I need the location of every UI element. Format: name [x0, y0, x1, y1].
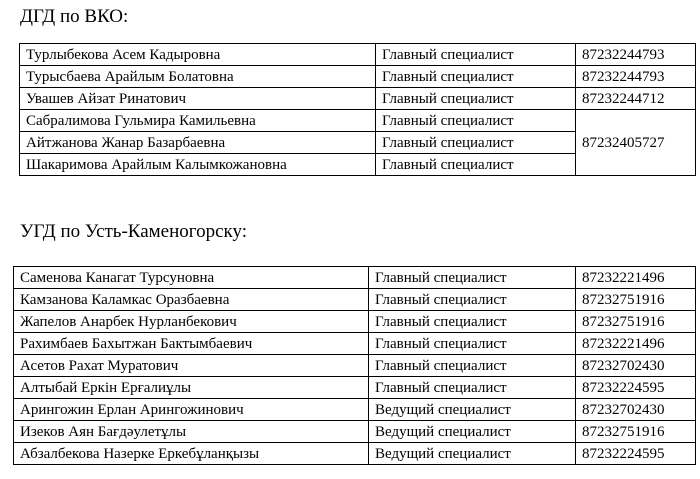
employee-position: Главный специалист	[376, 44, 576, 66]
employee-position: Главный специалист	[369, 289, 576, 311]
employee-position: Главный специалист	[369, 377, 576, 399]
employee-name: Изеков Аян Бағдәулетұлы	[14, 421, 369, 443]
employee-name: Саменова Канагат Турсуновна	[14, 267, 369, 289]
table-row	[20, 66, 696, 88]
employee-name: Жапелов Анарбек Нурланбекович	[14, 311, 369, 333]
employee-name: Турысбаева Арайлым Болатовна	[20, 66, 376, 88]
employee-phone: 87232751916	[576, 311, 696, 333]
employee-phone: 87232244712	[576, 88, 696, 110]
table-row	[14, 333, 696, 355]
table-row	[14, 399, 696, 421]
employee-name: Сабралимова Гульмира Камильевна	[20, 110, 376, 132]
table-row	[14, 377, 696, 399]
employee-phone: 87232221496	[576, 267, 696, 289]
employee-position: Ведущий специалист	[369, 399, 576, 421]
employee-phone: 87232244793	[576, 66, 696, 88]
employee-name: Айтжанова Жанар Базарбаевна	[20, 132, 376, 154]
employee-phone: 87232702430	[576, 399, 696, 421]
employee-position: Главный специалист	[376, 88, 576, 110]
staff-table-dgd	[19, 43, 696, 176]
employee-name: Асетов Рахат Муратович	[14, 355, 369, 377]
shared-phone: 87232405727	[576, 110, 696, 176]
employee-position: Главный специалист	[369, 311, 576, 333]
employee-name: Алтыбай Еркін Ерғалиұлы	[14, 377, 369, 399]
employee-position: Главный специалист	[369, 267, 576, 289]
employee-name: Турлыбекова Асем Кадыровна	[20, 44, 376, 66]
table-row	[20, 44, 696, 66]
staff-table-ugd	[13, 266, 696, 465]
table-row	[20, 110, 696, 132]
table-row	[20, 88, 696, 110]
table-row	[14, 311, 696, 333]
employee-phone: 87232224595	[576, 377, 696, 399]
section-title-dgd: ДГД по ВКО:	[20, 6, 129, 27]
employee-position: Ведущий специалист	[369, 443, 576, 465]
section-title-ugd: УГД по Усть-Каменогорску:	[20, 221, 248, 242]
employee-position: Главный специалист	[376, 66, 576, 88]
employee-name: Увашев Айзат Ринатович	[20, 88, 376, 110]
employee-phone: 87232751916	[576, 289, 696, 311]
employee-position: Главный специалист	[376, 154, 576, 176]
employee-position: Главный специалист	[376, 110, 576, 132]
employee-position: Главный специалист	[369, 333, 576, 355]
employee-name: Арингожин Ерлан Арингожинович	[14, 399, 369, 421]
employee-phone: 87232751916	[576, 421, 696, 443]
table-row	[14, 267, 696, 289]
employee-phone: 87232244793	[576, 44, 696, 66]
employee-position: Главный специалист	[369, 355, 576, 377]
employee-phone: 87232702430	[576, 355, 696, 377]
employee-name: Абзалбекова Назерке Еркебұланқызы	[14, 443, 369, 465]
employee-position: Главный специалист	[376, 132, 576, 154]
employee-name: Камзанова Каламкас Оразбаевна	[14, 289, 369, 311]
employee-phone: 87232221496	[576, 333, 696, 355]
employee-name: Рахимбаев Бахытжан Бактымбаевич	[14, 333, 369, 355]
table-row	[14, 421, 696, 443]
table-row	[14, 443, 696, 465]
employee-name: Шакаримова Арайлым Калымкожановна	[20, 154, 376, 176]
employee-position: Ведущий специалист	[369, 421, 576, 443]
employee-phone: 87232224595	[576, 443, 696, 465]
table-row	[14, 355, 696, 377]
table-row	[14, 289, 696, 311]
